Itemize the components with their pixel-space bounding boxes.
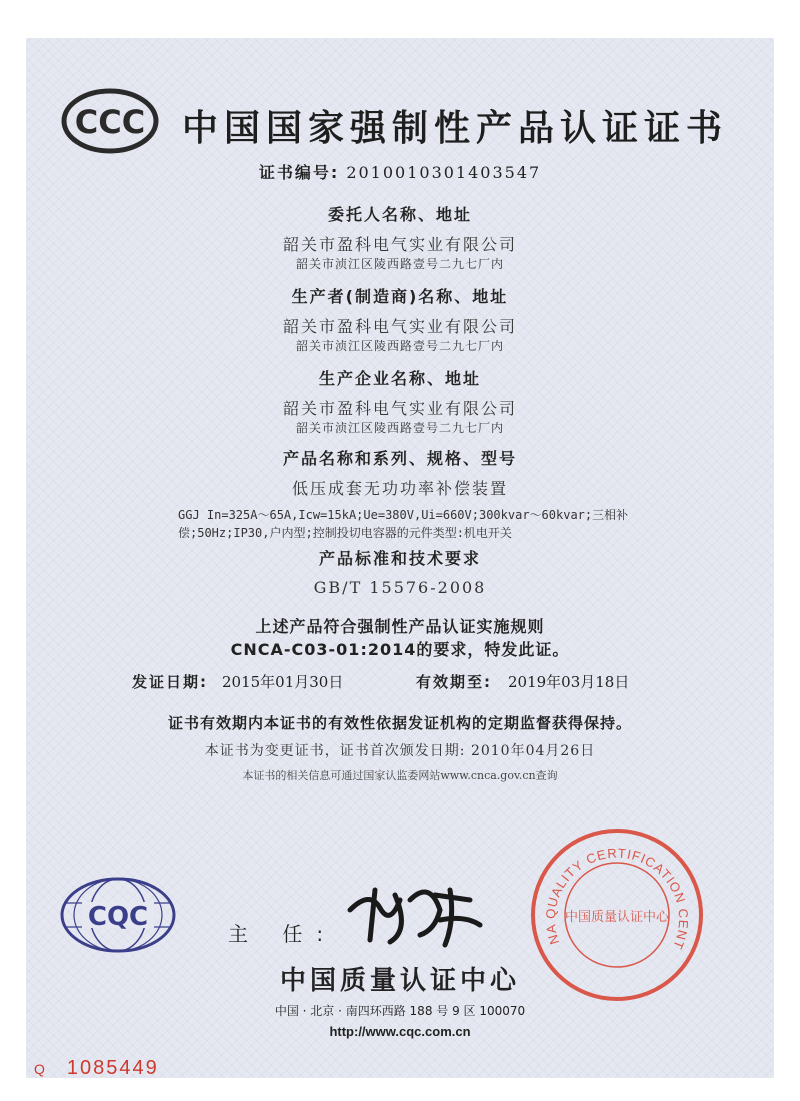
serial-number bbox=[34, 1057, 159, 1080]
applicant-label: 委托人名称、地址 bbox=[327, 205, 472, 224]
svg-text:CCC: CCC bbox=[74, 103, 146, 141]
serial-value: 1085449 bbox=[66, 1057, 159, 1079]
valid-until-value: 2019年03月18日 bbox=[508, 673, 630, 691]
cqc-logo bbox=[58, 875, 178, 955]
product-spec-line1: GGJ In=325A～65A,Icw=15kA;Ue=380V,Ui=660V;300kvar～60kvar;三相补 bbox=[178, 508, 629, 522]
statement-line1: 上述产品符合强制性产品认证实施规则 bbox=[255, 617, 545, 636]
issuer-address: 中国 · 北京 · 南四环西路 188 号 9 区 100070 bbox=[274, 1004, 526, 1018]
issuer-website: http://www.cqc.com.cn bbox=[329, 1024, 471, 1039]
manufacturer-address: 韶关市浈江区陵西路壹号二九七厂内 bbox=[295, 339, 504, 353]
director-signature bbox=[340, 870, 490, 950]
certificate-title: 中国国家强制性产品认证证书 bbox=[181, 108, 728, 149]
statement-line2: CNCA-C03-01:2014的要求，特发此证。 bbox=[230, 640, 570, 659]
svg-text:CQC: CQC bbox=[87, 902, 149, 932]
issue-date-label: 发证日期: bbox=[132, 673, 208, 691]
product-spec bbox=[178, 506, 648, 542]
certificate-number-value: 2010010301403547 bbox=[346, 163, 542, 182]
issue-date-value: 2015年01月30日 bbox=[222, 673, 344, 691]
factory-address: 韶关市浈江区陵西路壹号二九七厂内 bbox=[295, 421, 504, 435]
product-spec-line2: 偿;50Hz;IP30,户内型;控制投切电容器的元件类型:机电开关 bbox=[178, 526, 512, 540]
certificate-number bbox=[0, 160, 800, 183]
standard-value: GB/T 15576-2008 bbox=[313, 578, 487, 597]
factory-name: 韶关市盈科电气实业有限公司 bbox=[282, 399, 517, 418]
factory-label: 生产企业名称、地址 bbox=[318, 369, 481, 388]
official-seal bbox=[528, 826, 706, 1004]
svg-text:CHINA QUALITY CERTIFICATION CE: NA QUALITY CERTIFICATION CENT bbox=[542, 845, 692, 953]
director-label: 主 任: bbox=[228, 922, 338, 946]
svg-text:中国质量认证中心: 中国质量认证中心 bbox=[564, 910, 670, 925]
certificate-number-label: 证书编号: bbox=[258, 163, 340, 182]
issuer-name: 中国质量认证中心 bbox=[279, 966, 520, 996]
serial-prefix: Q bbox=[34, 1061, 47, 1077]
applicant-address: 韶关市浈江区陵西路壹号二九七厂内 bbox=[295, 257, 504, 271]
standard-label: 产品标准和技术要求 bbox=[318, 549, 481, 568]
website-note: 本证书的相关信息可通过国家认监委网站www.cnca.gov.cn查询 bbox=[242, 769, 558, 782]
manufacturer-name: 韶关市盈科电气实业有限公司 bbox=[282, 317, 517, 336]
valid-until-label: 有效期至: bbox=[416, 673, 492, 691]
change-note: 本证书为变更证书，证书首次颁发日期: 2010年04月26日 bbox=[204, 743, 596, 759]
manufacturer-label: 生产者(制造商)名称、地址 bbox=[291, 287, 509, 306]
validity-note: 证书有效期内本证书的有效性依据发证机构的定期监督获得保持。 bbox=[167, 714, 632, 732]
product-name: 低压成套无功功率补偿装置 bbox=[291, 479, 508, 498]
product-label: 产品名称和系列、规格、型号 bbox=[282, 449, 517, 468]
applicant-name: 韶关市盈科电气实业有限公司 bbox=[282, 235, 517, 254]
